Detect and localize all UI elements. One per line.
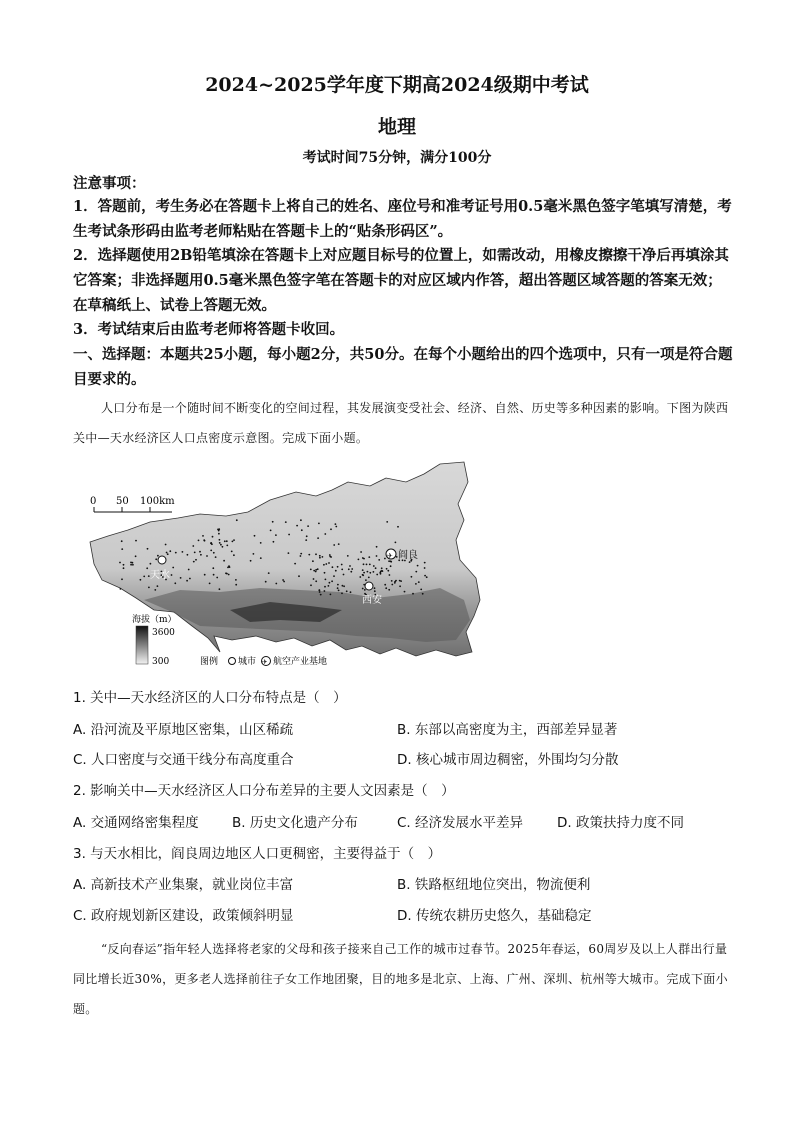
population-dot (300, 555, 302, 557)
population-dot (349, 565, 351, 567)
population-dot (233, 539, 235, 541)
population-dot (388, 589, 390, 591)
population-dot (394, 581, 396, 583)
population-dot (283, 581, 285, 583)
population-dot (253, 553, 255, 555)
population-dot (198, 540, 200, 542)
population-dot (119, 562, 121, 564)
population-dot (199, 551, 201, 553)
population-dot (366, 564, 368, 566)
population-dot (337, 584, 339, 586)
population-dot (147, 548, 149, 550)
population-dot (417, 565, 419, 567)
population-dot (211, 543, 213, 545)
q1-option-a[interactable]: A. 沿河流及平原地区密集，山区稀疏 (73, 722, 294, 738)
population-dot (217, 529, 219, 531)
population-dot (294, 563, 296, 565)
population-dot (376, 574, 378, 576)
population-dot (155, 558, 157, 560)
population-dot (298, 575, 300, 577)
population-dot (215, 556, 217, 558)
population-dot (350, 591, 352, 593)
population-dot (213, 552, 215, 554)
population-dot (275, 583, 277, 585)
population-dot (226, 540, 228, 542)
population-dot (373, 571, 375, 573)
population-dot (329, 554, 331, 556)
population-dot (369, 564, 371, 566)
population-dot (331, 580, 333, 582)
population-dot (333, 544, 335, 546)
population-dot (195, 559, 197, 561)
population-dot (273, 541, 275, 543)
population-dot (324, 533, 326, 535)
population-dot (424, 567, 426, 569)
population-dot (368, 577, 370, 579)
label-xian: 西安 (362, 595, 382, 606)
population-dot (172, 567, 174, 569)
population-dot (318, 589, 320, 591)
population-dot (148, 587, 150, 589)
population-dot (341, 564, 343, 566)
population-dot (341, 569, 343, 571)
population-dot (182, 551, 184, 553)
question-1-stem: 1. 关中—天水经济区的人口分布特点是（ ） (73, 690, 347, 706)
population-dot (358, 559, 360, 561)
population-dot (351, 568, 353, 570)
population-dot (324, 586, 326, 588)
population-dot (415, 583, 417, 585)
population-dot (315, 569, 317, 571)
population-dot (333, 575, 335, 577)
elevation-high: 3600 (152, 628, 175, 638)
population-dot (250, 560, 252, 562)
legend-aviation-glyph: ✈ (262, 658, 268, 666)
population-dot (235, 579, 237, 581)
population-dot (166, 552, 168, 554)
population-dot (362, 569, 364, 571)
label-yanliang: 阎良 (398, 550, 418, 561)
population-dot (315, 580, 317, 582)
population-dot (424, 562, 426, 564)
population-dot (300, 519, 302, 521)
population-dot (322, 556, 324, 558)
population-dot (157, 585, 159, 587)
population-dot (315, 553, 317, 555)
population-dot (193, 561, 195, 563)
population-dot (384, 584, 386, 586)
population-dot (210, 550, 212, 552)
population-dot (120, 588, 122, 590)
population-dot (375, 567, 377, 569)
population-dot (254, 535, 256, 537)
population-dot (385, 587, 387, 589)
population-dot (395, 542, 397, 544)
legend-city-icon (229, 658, 236, 665)
population-dot (330, 528, 332, 530)
population-dot (412, 593, 414, 595)
passage-1: 人口分布是一个随时间不断变化的空间过程，其发展演变受社会、经济、自然、历史等多种因素的影响。下图为陕西关中—天水经济区人口点密度示意图。完成下面小题。 (73, 401, 729, 445)
elevation-title: 海拔（m） (132, 615, 177, 625)
population-dot (420, 589, 422, 591)
population-dot (154, 589, 156, 591)
population-dot (380, 573, 382, 575)
legend-aviation: 航空产业基地 (273, 657, 328, 667)
scale-bar (90, 496, 175, 512)
population-dot (415, 571, 417, 573)
population-dot (319, 591, 321, 593)
population-dot (318, 523, 320, 525)
population-dot (175, 552, 177, 554)
legend-city: 城市 (238, 657, 257, 667)
q1-option-b[interactable]: B. 东部以高密度为主，西部差异显著 (397, 722, 618, 738)
scale-50: 50 (116, 496, 129, 507)
notice-item-1: 1．答题前，考生务必在答题卡上将自己的姓名、座位号和准考证号用0.5毫米黑色签字笔填写清楚，考生考试条形码由监考老师粘贴在答题卡上的“贴条形码区”。 (73, 198, 732, 240)
population-dot (387, 570, 389, 572)
population-dot (260, 557, 262, 559)
population-dot (272, 521, 274, 523)
population-dot (228, 574, 230, 576)
population-dot (121, 578, 123, 580)
population-dot (202, 535, 204, 537)
population-dot (313, 570, 315, 572)
xian-city-marker (365, 582, 373, 590)
population-dot (426, 576, 428, 578)
population-density-map (80, 460, 490, 670)
q2-option-a[interactable]: A. 交通网络密集程度 (73, 815, 199, 831)
population-dot (338, 543, 340, 545)
q1-option-c[interactable]: C. 人口密度与交通干线分布高度重合 (73, 752, 294, 768)
population-dot (300, 553, 302, 555)
population-dot (317, 537, 319, 539)
population-dot (226, 545, 228, 547)
population-dot (235, 584, 237, 586)
q3-option-b[interactable]: B. 铁路枢纽地位突出，物流便利 (397, 877, 591, 893)
population-dot (157, 555, 159, 557)
population-dot (348, 568, 350, 570)
population-dot (209, 583, 211, 585)
population-dot (123, 564, 125, 566)
population-dot (130, 562, 132, 564)
population-dot (320, 594, 322, 596)
population-dot (329, 582, 331, 584)
population-dot (397, 526, 399, 528)
population-dot (268, 572, 270, 574)
population-dot (367, 571, 369, 573)
population-dot (288, 552, 290, 554)
population-dot (399, 585, 401, 587)
population-dot (315, 571, 317, 573)
population-dot (135, 555, 137, 557)
population-dot (319, 557, 321, 559)
population-dot (362, 574, 364, 576)
population-dot (187, 554, 189, 556)
population-dot (346, 590, 348, 592)
population-dot (381, 570, 383, 572)
population-dot (212, 567, 214, 569)
population-dot (236, 519, 238, 521)
population-dot (386, 521, 388, 523)
scale-100: 100km (140, 496, 175, 507)
notice-item-3: 3．考试结束后由监考老师将答题卡收回。 (73, 321, 345, 338)
q3-option-d[interactable]: D. 传统农耕历史悠久，基础稳定 (397, 908, 592, 924)
population-dot (225, 572, 227, 574)
population-dot (330, 594, 332, 596)
population-dot (376, 555, 378, 557)
population-dot (206, 555, 208, 557)
population-dot (204, 540, 206, 542)
population-dot (180, 577, 182, 579)
population-dot (219, 588, 221, 590)
population-dot (223, 560, 225, 562)
tianshui-city-marker (158, 556, 166, 564)
population-dot (150, 563, 152, 565)
population-dot (222, 546, 224, 548)
population-dot (319, 555, 321, 557)
population-dot (313, 578, 315, 580)
population-dot (343, 574, 345, 576)
population-dot (306, 535, 308, 537)
population-dot (347, 555, 349, 557)
population-dot (363, 572, 365, 574)
population-dot (310, 569, 312, 571)
population-dot (146, 567, 148, 569)
population-dot (335, 570, 337, 572)
population-dot (364, 589, 366, 591)
q2-option-c[interactable]: C. 经济发展水平差异 (397, 815, 524, 831)
population-dot (390, 561, 392, 563)
population-dot (418, 581, 420, 583)
passage-2: “反向春运”指年轻人选择将老家的父母和孩子接来自己工作的城市过春节。2025年春运，60周岁及以上人群出行量同比增长近30%，更多老人选择前往子女工作地团聚，目的地多是北京、上海、广州、深圳、杭州等大城市。完成下面小题。 (73, 942, 728, 1016)
population-dot (360, 551, 362, 553)
population-dot (265, 581, 267, 583)
population-dot (404, 591, 406, 593)
population-dot (335, 523, 337, 525)
population-dot (200, 554, 202, 556)
population-dot (130, 564, 132, 566)
population-dot (384, 558, 386, 560)
population-dot (378, 559, 380, 561)
q2-option-b[interactable]: B. 历史文化遗产分布 (232, 815, 358, 831)
population-dot (362, 588, 364, 590)
scale-0: 0 (90, 496, 97, 507)
population-dot (123, 567, 125, 569)
population-dot (337, 587, 339, 589)
population-dot (390, 565, 392, 567)
population-dot (220, 544, 222, 546)
population-dot (369, 572, 371, 574)
population-dot (388, 560, 390, 562)
population-dot (350, 571, 352, 573)
question-2-stem: 2. 影响关中—天水经济区人口分布差异的主要人文因素是（ ） (73, 783, 455, 799)
population-dot (324, 590, 326, 592)
population-dot (422, 593, 424, 595)
population-dot (224, 540, 226, 542)
population-dot (362, 557, 364, 559)
aviation-icon: ✈ (387, 552, 393, 560)
q2-option-d[interactable]: D. 政策扶持力度不同 (557, 815, 684, 831)
population-dot (376, 546, 378, 548)
population-dot (233, 554, 235, 556)
population-dot (186, 580, 188, 582)
population-dot (140, 579, 142, 581)
population-dot (121, 540, 123, 542)
population-dot (335, 526, 337, 528)
population-dot (342, 585, 344, 587)
question-3-stem: 3. 与天水相比，阎良周边地区人口更稠密，主要得益于（ ） (73, 846, 442, 862)
population-dot (399, 580, 401, 582)
population-dot (232, 541, 234, 543)
population-dot (228, 565, 230, 567)
population-dot (359, 576, 361, 578)
q3-option-a[interactable]: A. 高新技术产业集聚，就业岗位丰富 (73, 877, 294, 893)
population-dot (328, 585, 330, 587)
population-dot (332, 566, 334, 568)
subject-title: 地理 (377, 116, 416, 138)
population-dot (374, 587, 376, 589)
population-dot (328, 562, 330, 564)
population-dot (169, 550, 171, 552)
exam-title: 2024~2025学年度下期高2024级期中考试 (205, 74, 589, 96)
population-dot (219, 539, 221, 541)
population-dot (270, 530, 272, 532)
population-dot (301, 529, 303, 531)
population-dot (192, 545, 194, 547)
population-dot (143, 576, 145, 578)
population-dot (212, 536, 214, 538)
population-dot (171, 574, 173, 576)
population-dot (338, 590, 340, 592)
notice-heading: 注意事项： (73, 175, 146, 192)
population-dot (174, 582, 176, 584)
label-tianshui: 天水 (150, 570, 170, 581)
population-dot (216, 577, 218, 579)
population-dot (219, 542, 221, 544)
population-dot (325, 579, 327, 581)
elevation-low: 300 (152, 657, 170, 667)
notice-item-2: 2．选择题使用2B铅笔填涂在答题卡上对应题目标号的位置上，如需改动，用橡皮擦擦干净后再填涂其它答案；非选择题用0.5毫米黑色签字笔在答题卡的对应区域内作答，超出答题区域答题的答案无效；在草稿纸上、试卷上答题无效。 (73, 247, 729, 314)
population-dot (312, 560, 314, 562)
population-dot (374, 590, 376, 592)
population-dot (341, 592, 343, 594)
population-dot (204, 574, 206, 576)
population-dot (121, 548, 123, 550)
population-dot (135, 540, 137, 542)
population-dot (337, 566, 339, 568)
population-dot (305, 539, 307, 541)
population-dot (323, 564, 325, 566)
elevation-bar (136, 626, 148, 664)
population-dot (188, 569, 190, 571)
population-dot (231, 551, 233, 553)
population-dot (307, 525, 309, 527)
population-dot (325, 563, 327, 565)
population-dot (282, 579, 284, 581)
population-dot (132, 564, 134, 566)
population-dot (365, 579, 367, 581)
population-dot (218, 533, 220, 535)
population-dot (343, 585, 345, 587)
population-dot (373, 565, 375, 567)
q3-option-c[interactable]: C. 政府规划新区建设，政策倾斜明显 (73, 908, 294, 924)
population-dot (411, 576, 413, 578)
population-dot (275, 534, 277, 536)
population-dot (213, 574, 215, 576)
population-dot (389, 574, 391, 576)
population-dot (285, 521, 287, 523)
population-dot (310, 584, 312, 586)
population-dot (391, 580, 393, 582)
population-dot (308, 554, 310, 556)
population-dot (381, 567, 383, 569)
population-dot (363, 563, 365, 565)
population-dot (194, 552, 196, 554)
time-info: 考试时间75分钟，满分100分 (302, 150, 492, 166)
population-dot (368, 556, 370, 558)
legend-label: 图例 (200, 657, 219, 667)
population-dot (260, 542, 262, 544)
population-dot (167, 553, 169, 555)
population-dot (189, 578, 191, 580)
population-dot (296, 525, 298, 527)
population-dot (391, 584, 393, 586)
population-dot (288, 534, 290, 536)
population-dot (386, 568, 388, 570)
population-dot (424, 575, 426, 577)
population-dot (409, 561, 411, 563)
population-dot (165, 544, 167, 546)
q1-option-d[interactable]: D. 核心城市周边稠密，外围均匀分散 (397, 752, 619, 768)
section-heading: 一、选择题：本题共25小题，每小题2分，共50分。在每个小题给出的四个选项中，只有一项是符合题目要求的。 (73, 346, 733, 388)
population-dot (324, 572, 326, 574)
